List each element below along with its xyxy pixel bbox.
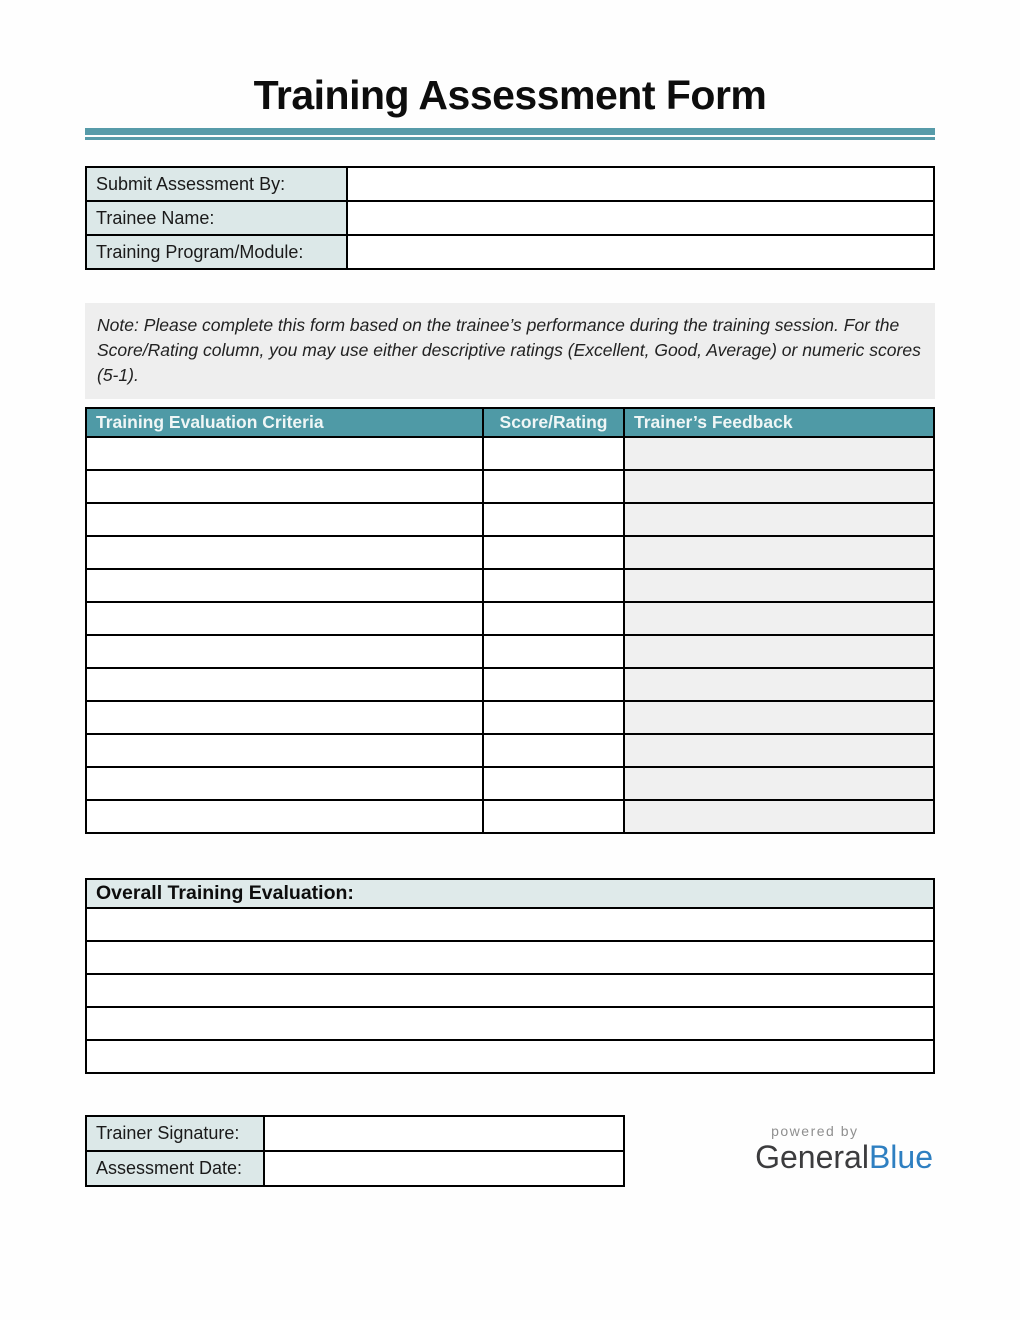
- note-text: Note: Please complete this form based on the trainee’s performance during the training session. For the Score/Rating column, you may use either descriptive ratings (Excellent, Good, Average) or numeric scores (5-1).: [85, 303, 935, 399]
- signature-row: [86, 1151, 624, 1186]
- info-row: [86, 201, 934, 235]
- criteria-row: [86, 734, 934, 767]
- score-cell[interactable]: [483, 701, 624, 734]
- criteria-row: [86, 635, 934, 668]
- overall-row: [86, 974, 934, 1007]
- score-cell[interactable]: [483, 635, 624, 668]
- bottom-section: [85, 1115, 935, 1187]
- feedback-cell[interactable]: [624, 800, 934, 833]
- feedback-cell[interactable]: [624, 635, 934, 668]
- overall-evaluation-table: [85, 878, 935, 1074]
- criteria-row: [86, 536, 934, 569]
- overall-row: [86, 1007, 934, 1040]
- criteria-row: [86, 602, 934, 635]
- score-cell[interactable]: [483, 602, 624, 635]
- generalblue-logo: [755, 1123, 935, 1176]
- overall-header-row: [86, 879, 934, 908]
- signature-row: [86, 1116, 624, 1151]
- signature-table: [85, 1115, 625, 1187]
- form-title: Training Assessment Form: [253, 72, 767, 118]
- criteria-header-row: [86, 408, 934, 437]
- feedback-cell[interactable]: [624, 701, 934, 734]
- info-table: [85, 166, 935, 270]
- criteria-cell[interactable]: [86, 536, 483, 569]
- criteria-cell[interactable]: [86, 734, 483, 767]
- info-row: [86, 167, 934, 201]
- feedback-cell[interactable]: [624, 668, 934, 701]
- feedback-cell[interactable]: [624, 503, 934, 536]
- criteria-row: [86, 668, 934, 701]
- overall-evaluation-line[interactable]: [86, 941, 934, 974]
- feedback-cell[interactable]: [624, 536, 934, 569]
- overall-evaluation-line[interactable]: [86, 1007, 934, 1040]
- criteria-cell[interactable]: [86, 503, 483, 536]
- criteria-row: [86, 800, 934, 833]
- col-header-score: Score/Rating: [483, 408, 624, 437]
- score-cell[interactable]: [483, 668, 624, 701]
- criteria-row: [86, 437, 934, 470]
- powered-by-text: powered by: [771, 1123, 859, 1140]
- feedback-cell[interactable]: [624, 470, 934, 503]
- signature-value-field[interactable]: [264, 1151, 624, 1186]
- criteria-row: [86, 503, 934, 536]
- divider-thick-bar: [85, 128, 935, 135]
- score-cell[interactable]: [483, 536, 624, 569]
- brand-wordmark: [755, 1139, 933, 1176]
- overall-evaluation-line[interactable]: [86, 1040, 934, 1073]
- signature-label: Assessment Date:: [86, 1151, 264, 1186]
- info-value-field[interactable]: [347, 235, 934, 269]
- form-page: [85, 0, 935, 1187]
- score-cell[interactable]: [483, 767, 624, 800]
- info-label: Submit Assessment By:: [86, 167, 347, 201]
- score-cell[interactable]: [483, 800, 624, 833]
- criteria-cell[interactable]: [86, 569, 483, 602]
- info-label: Training Program/Module:: [86, 235, 347, 269]
- criteria-row: [86, 701, 934, 734]
- score-cell[interactable]: [483, 503, 624, 536]
- feedback-cell[interactable]: [624, 569, 934, 602]
- criteria-row: [86, 569, 934, 602]
- criteria-row: [86, 470, 934, 503]
- score-cell[interactable]: [483, 470, 624, 503]
- overall-evaluation-line[interactable]: [86, 908, 934, 941]
- col-header-feedback: Trainer’s Feedback: [624, 408, 934, 437]
- divider-thin-bar: [85, 137, 935, 140]
- feedback-cell[interactable]: [624, 437, 934, 470]
- overall-row: [86, 1040, 934, 1073]
- info-row: [86, 235, 934, 269]
- info-label: Trainee Name:: [86, 201, 347, 235]
- info-value-field[interactable]: [347, 201, 934, 235]
- criteria-cell[interactable]: [86, 767, 483, 800]
- signature-value-field[interactable]: [264, 1116, 624, 1151]
- brand-general: General: [755, 1139, 869, 1176]
- overall-row: [86, 908, 934, 941]
- feedback-cell[interactable]: [624, 734, 934, 767]
- criteria-cell[interactable]: [86, 602, 483, 635]
- feedback-cell[interactable]: [624, 602, 934, 635]
- brand-blue: Blue: [868, 1139, 933, 1176]
- criteria-cell[interactable]: [86, 437, 483, 470]
- col-header-criteria: Training Evaluation Criteria: [86, 408, 483, 437]
- overall-header: Overall Training Evaluation:: [86, 879, 934, 908]
- criteria-row: [86, 767, 934, 800]
- criteria-cell[interactable]: [86, 800, 483, 833]
- overall-row: [86, 941, 934, 974]
- criteria-cell[interactable]: [86, 470, 483, 503]
- criteria-cell[interactable]: [86, 668, 483, 701]
- score-cell[interactable]: [483, 569, 624, 602]
- criteria-cell[interactable]: [86, 701, 483, 734]
- title-divider: [85, 128, 935, 140]
- criteria-table: [85, 407, 935, 834]
- criteria-cell[interactable]: [86, 635, 483, 668]
- feedback-cell[interactable]: [624, 767, 934, 800]
- signature-label: Trainer Signature:: [86, 1116, 264, 1151]
- info-value-field[interactable]: [347, 167, 934, 201]
- score-cell[interactable]: [483, 734, 624, 767]
- score-cell[interactable]: [483, 437, 624, 470]
- overall-evaluation-line[interactable]: [86, 974, 934, 1007]
